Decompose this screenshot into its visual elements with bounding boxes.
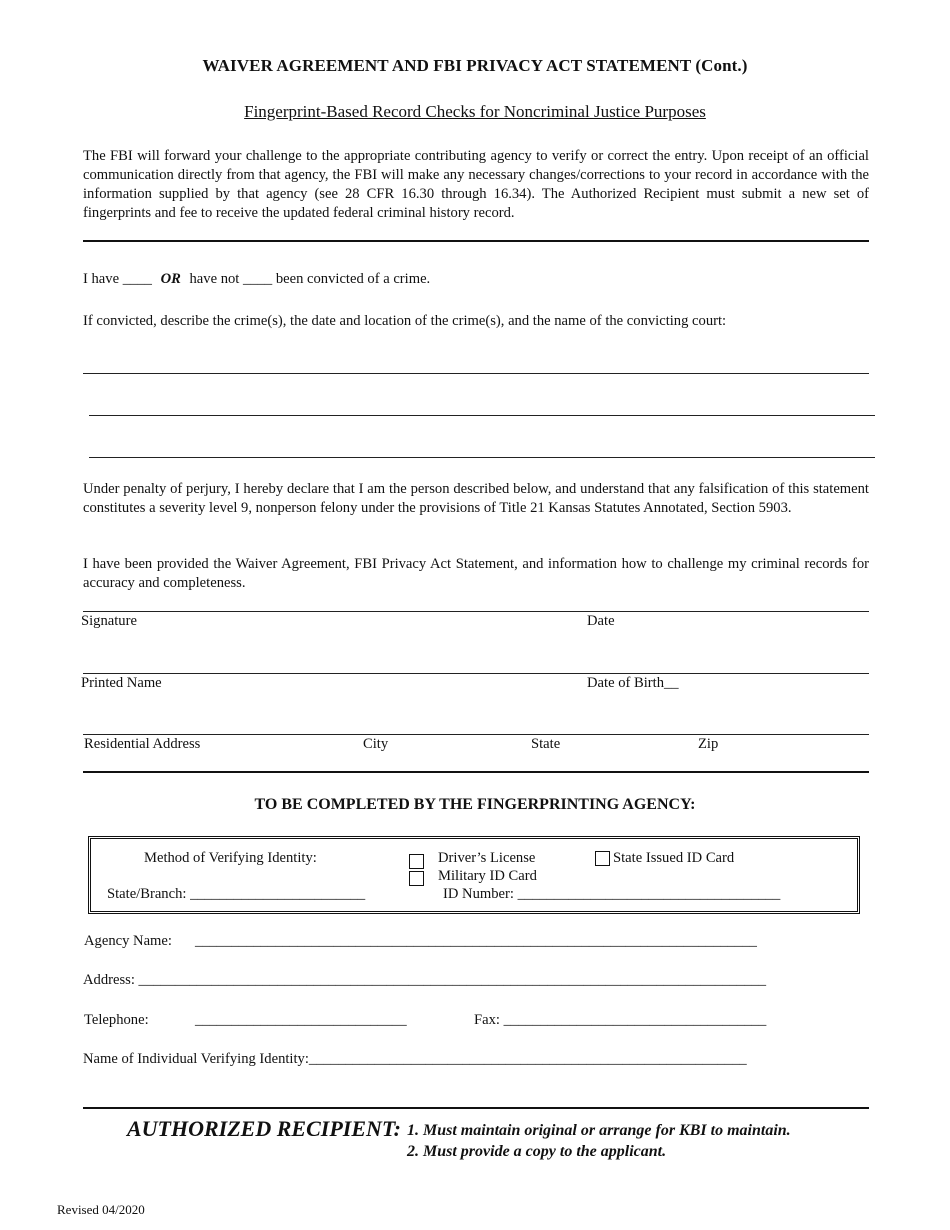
perjury-declaration: Under penalty of perjury, I hereby declare that I am the person described below, and understand that any falsification of this statement constitutes a severity level 9, nonperson felony under the provisions of Title 21 Kansas Statutes Annotated, Section 5903. [83, 481, 869, 516]
printed-name-label: Printed Name [81, 675, 162, 691]
agency-heading: TO BE COMPLETED BY THE FINGERPRINTING AGENCY: [254, 796, 696, 813]
zip-label: Zip [698, 736, 719, 752]
agency-address-field[interactable]: Address: ______________________________________________________________________________________ [83, 972, 767, 988]
provided-statement: I have been provided the Waiver Agreement, FBI Privacy Act Statement, and information how to challenge my criminal records for accuracy and completeness. [83, 556, 869, 591]
recipient-rule-1: 1. Must maintain original or arrange for KBI to maintain. [407, 1122, 791, 1139]
intro-paragraph: The FBI will forward your challenge to the appropriate contributing agency to verify or correct the entry. Upon receipt of an official communication directly from that agency, the FBI will make any necessary changes/corrections to your record in accordance with the information supplied by that agency (see 28 CFR 16.30 through 16.34). The Authorized Recipient must submit a new set of fingerprints and fee to receive the updated federal criminal history record. [83, 148, 869, 221]
state-id-checkbox[interactable] [595, 851, 610, 866]
section-divider [83, 771, 869, 773]
military-id-checkbox[interactable] [409, 871, 424, 886]
military-id-label: Military ID Card [438, 868, 537, 884]
conviction-line-3[interactable] [89, 457, 875, 458]
fax-field[interactable]: Fax: ____________________________________ [474, 1012, 767, 1028]
conviction-line-1[interactable] [83, 373, 869, 374]
date-label: Date [587, 613, 615, 629]
telephone-label: Telephone: [84, 1012, 149, 1028]
conviction-describe-prompt: If convicted, describe the crime(s), the date and location of the crime(s), and the name of the convicting court: [83, 313, 727, 329]
or-label: OR [160, 271, 181, 287]
address-line[interactable] [83, 734, 869, 735]
drivers-license-checkbox[interactable] [409, 854, 424, 869]
agency-name-field[interactable]: _____________________________________________________________________________ [195, 933, 757, 949]
state-branch-field[interactable]: State/Branch: ________________________ [107, 886, 366, 902]
page-subtitle: Fingerprint-Based Record Checks for Noncriminal Justice Purposes [244, 102, 706, 121]
have-option[interactable]: I have ____ [83, 271, 152, 287]
verifier-name-field[interactable]: Name of Individual Verifying Identity:____________________________________________________________ [83, 1051, 747, 1067]
city-label: City [363, 736, 389, 752]
drivers-license-label: Driver’s License [438, 850, 536, 866]
id-number-field[interactable]: ID Number: ____________________________________ [443, 886, 781, 902]
agency-name-label: Agency Name: [84, 933, 172, 949]
signature-line[interactable] [83, 611, 869, 612]
authorized-recipient-label: AUTHORIZED RECIPIENT: [127, 1116, 402, 1141]
identity-verification-box [88, 836, 860, 914]
section-divider [83, 240, 869, 242]
signature-label: Signature [81, 613, 137, 629]
section-divider [83, 1107, 869, 1109]
printed-name-line[interactable] [83, 673, 869, 674]
method-label: Method of Verifying Identity: [144, 850, 317, 866]
telephone-field[interactable]: _____________________________ [195, 1012, 407, 1028]
conviction-question [83, 271, 430, 288]
conviction-line-2[interactable] [89, 415, 875, 416]
recipient-rule-2: 2. Must provide a copy to the applicant. [407, 1143, 667, 1160]
date-of-birth-label: Date of Birth__ [587, 675, 679, 691]
state-id-label: State Issued ID Card [613, 850, 735, 866]
page-title: WAIVER AGREEMENT AND FBI PRIVACY ACT STATEMENT (Cont.) [202, 56, 748, 75]
have-not-option[interactable]: have not ____ been convicted of a crime. [189, 271, 431, 287]
residential-address-label: Residential Address [84, 736, 201, 752]
revision-date: Revised 04/2020 [57, 1202, 145, 1217]
state-label: State [531, 736, 561, 752]
